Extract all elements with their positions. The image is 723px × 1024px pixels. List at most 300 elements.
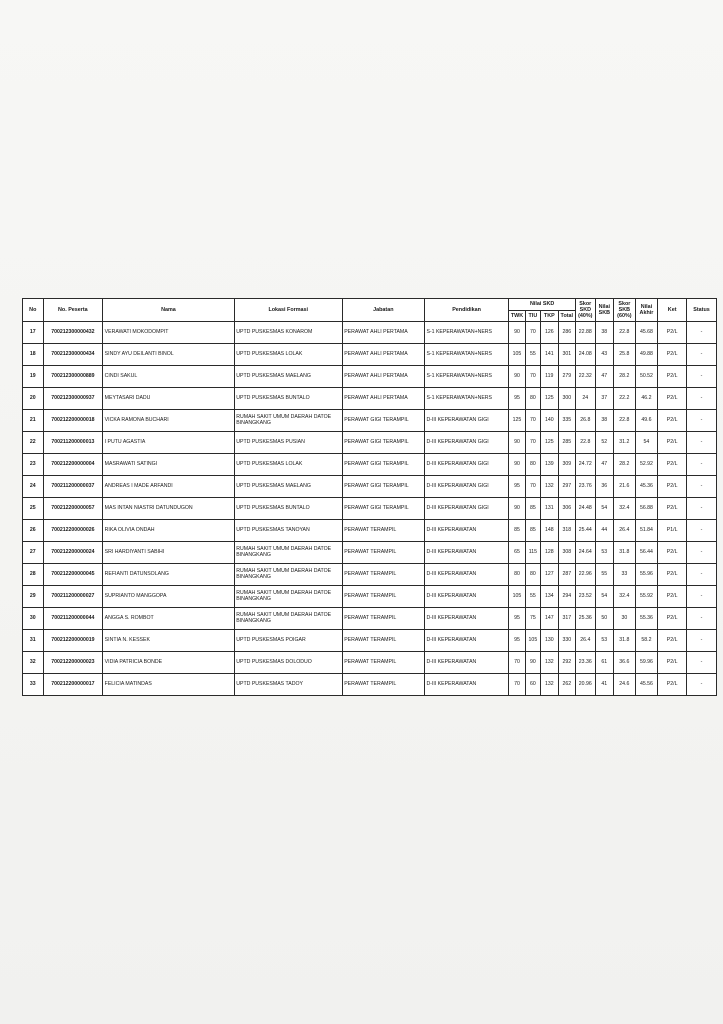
cell-skor-skd: 22.96 [576, 564, 596, 586]
cell-lokasi: RUMAH SAKIT UMUM DAERAH DATOE BINANGKANG [234, 410, 342, 432]
cell-total: 287 [558, 564, 575, 586]
table-row [23, 344, 717, 366]
cell-skor-skb: 30 [614, 608, 636, 630]
cell-no: 26 [23, 520, 44, 542]
cell-jabatan: PERAWAT GIGI TERAMPIL [342, 498, 424, 520]
cell-tkp: 139 [541, 454, 558, 476]
table-row [23, 630, 717, 652]
cell-tiu: 105 [525, 630, 540, 652]
cell-tkp: 125 [541, 432, 558, 454]
cell-lokasi: UPTD PUSKESMAS TADOY [234, 674, 342, 696]
cell-nama: SINDY AYU DEILANTI BINOL [103, 344, 235, 366]
cell-peserta: 700212200000057 [43, 498, 103, 520]
cell-no: 27 [23, 542, 44, 564]
cell-pendidikan: D-III KEPERAWATAN GIGI [424, 410, 508, 432]
cell-ket: P2/L [658, 608, 687, 630]
cell-skor-skd: 26.8 [576, 410, 596, 432]
cell-tkp: 132 [541, 674, 558, 696]
table-row [23, 586, 717, 608]
cell-jabatan: PERAWAT TERAMPIL [342, 674, 424, 696]
cell-status: - [687, 322, 717, 344]
cell-ket: P2/L [658, 410, 687, 432]
cell-nama: MASRAWATI SATINGI [103, 454, 235, 476]
cell-tkp: 131 [541, 498, 558, 520]
cell-no: 25 [23, 498, 44, 520]
cell-twk: 95 [509, 388, 525, 410]
cell-twk: 90 [509, 432, 525, 454]
cell-total: 306 [558, 498, 575, 520]
cell-status: - [687, 344, 717, 366]
cell-ket: P2/L [658, 630, 687, 652]
cell-peserta: 700212200000024 [43, 542, 103, 564]
cell-status: - [687, 630, 717, 652]
cell-nama: MAS INTAN NIASTRI DATUNDUGON [103, 498, 235, 520]
header-skor-skd: Skor SKD (40%) [576, 299, 596, 322]
cell-total: 301 [558, 344, 575, 366]
cell-skor-skb: 22.8 [614, 410, 636, 432]
cell-akhir: 50.52 [635, 366, 658, 388]
cell-status: - [687, 432, 717, 454]
cell-ket: P2/L [658, 586, 687, 608]
cell-skor-skb: 31.8 [614, 630, 636, 652]
cell-status: - [687, 366, 717, 388]
cell-peserta: 700212200000023 [43, 652, 103, 674]
cell-akhir: 49.6 [635, 410, 658, 432]
cell-akhir: 56.44 [635, 542, 658, 564]
table-row [23, 322, 717, 344]
cell-skor-skd: 23.36 [576, 652, 596, 674]
cell-no: 20 [23, 388, 44, 410]
cell-peserta: 700212300000937 [43, 388, 103, 410]
cell-pendidikan: D-III KEPERAWATAN [424, 630, 508, 652]
cell-no: 22 [23, 432, 44, 454]
cell-pendidikan: D-III KEPERAWATAN GIGI [424, 454, 508, 476]
cell-skor-skb: 31.2 [614, 432, 636, 454]
cell-skor-skb: 22.8 [614, 322, 636, 344]
cell-akhir: 45.36 [635, 476, 658, 498]
cell-status: - [687, 410, 717, 432]
cell-akhir: 56.88 [635, 498, 658, 520]
cell-pendidikan: D-III KEPERAWATAN [424, 586, 508, 608]
cell-pendidikan: S-1 KEPERAWATAN+NERS [424, 388, 508, 410]
cell-tkp: 119 [541, 366, 558, 388]
cell-tiu: 115 [525, 542, 540, 564]
cell-tiu: 80 [525, 454, 540, 476]
cell-nama: SRI HARDIYANTI SABIHI [103, 542, 235, 564]
table-row [23, 542, 717, 564]
cell-tiu: 55 [525, 344, 540, 366]
cell-tkp: 128 [541, 542, 558, 564]
header-pendidikan: Pendidikan [424, 299, 508, 322]
cell-total: 262 [558, 674, 575, 696]
cell-status: - [687, 608, 717, 630]
cell-total: 279 [558, 366, 575, 388]
cell-total: 286 [558, 322, 575, 344]
cell-nilai-skb: 44 [595, 520, 614, 542]
table-row [23, 366, 717, 388]
cell-nama: MEYTASARI DADU [103, 388, 235, 410]
cell-ket: P2/L [658, 454, 687, 476]
cell-pendidikan: S-1 KEPERAWATAN+NERS [424, 322, 508, 344]
cell-nama: SUPRIANTO MANGGOPA [103, 586, 235, 608]
header-tkp: TKP [541, 311, 558, 322]
cell-twk: 65 [509, 542, 525, 564]
cell-tiu: 85 [525, 520, 540, 542]
cell-status: - [687, 454, 717, 476]
cell-jabatan: PERAWAT AHLI PERTAMA [342, 366, 424, 388]
cell-akhir: 55.92 [635, 586, 658, 608]
cell-twk: 95 [509, 630, 525, 652]
cell-nilai-skb: 54 [595, 498, 614, 520]
cell-status: - [687, 388, 717, 410]
cell-skor-skb: 28.2 [614, 454, 636, 476]
cell-status: - [687, 476, 717, 498]
cell-status: - [687, 542, 717, 564]
cell-lokasi: UPTD PUSKESMAS MAELANG [234, 366, 342, 388]
cell-tiu: 90 [525, 652, 540, 674]
cell-akhir: 52.92 [635, 454, 658, 476]
cell-no: 21 [23, 410, 44, 432]
cell-nama: RIKA OLIVIA ONDAH [103, 520, 235, 542]
cell-skor-skd: 25.36 [576, 608, 596, 630]
cell-total: 294 [558, 586, 575, 608]
header-no: No [23, 299, 44, 322]
cell-status: - [687, 652, 717, 674]
cell-no: 19 [23, 366, 44, 388]
cell-ket: P2/L [658, 498, 687, 520]
cell-tiu: 70 [525, 366, 540, 388]
cell-ket: P1/L [658, 520, 687, 542]
cell-tkp: 125 [541, 388, 558, 410]
cell-twk: 70 [509, 652, 525, 674]
results-table [22, 298, 717, 696]
table-row [23, 410, 717, 432]
header-nama: Nama [103, 299, 235, 322]
cell-status: - [687, 674, 717, 696]
cell-peserta: 700212300000889 [43, 366, 103, 388]
cell-skor-skb: 22.2 [614, 388, 636, 410]
cell-ket: P2/L [658, 366, 687, 388]
cell-skor-skd: 26.4 [576, 630, 596, 652]
cell-ket: P2/L [658, 388, 687, 410]
cell-peserta: 700212200000019 [43, 630, 103, 652]
cell-nama: VIDIA PATRICIA BONDE [103, 652, 235, 674]
table-row [23, 498, 717, 520]
cell-twk: 90 [509, 366, 525, 388]
table-header [23, 299, 717, 322]
cell-peserta: 700212200000004 [43, 454, 103, 476]
cell-nama: SINTIA N. KESSEK [103, 630, 235, 652]
cell-nilai-skb: 53 [595, 542, 614, 564]
cell-jabatan: PERAWAT TERAMPIL [342, 564, 424, 586]
cell-no: 31 [23, 630, 44, 652]
cell-tiu: 70 [525, 322, 540, 344]
cell-peserta: 700211200000013 [43, 432, 103, 454]
cell-pendidikan: D-III KEPERAWATAN GIGI [424, 476, 508, 498]
cell-jabatan: PERAWAT AHLI PERTAMA [342, 388, 424, 410]
cell-akhir: 59.96 [635, 652, 658, 674]
cell-status: - [687, 564, 717, 586]
cell-ket: P2/L [658, 674, 687, 696]
cell-nilai-skb: 47 [595, 366, 614, 388]
cell-nilai-skb: 36 [595, 476, 614, 498]
cell-nilai-skb: 37 [595, 388, 614, 410]
header-ket: Ket [658, 299, 687, 322]
cell-twk: 90 [509, 498, 525, 520]
cell-peserta: 700212200000026 [43, 520, 103, 542]
cell-twk: 95 [509, 608, 525, 630]
cell-lokasi: UPTD PUSKESMAS LOLAK [234, 344, 342, 366]
cell-tkp: 127 [541, 564, 558, 586]
cell-total: 300 [558, 388, 575, 410]
cell-tiu: 55 [525, 586, 540, 608]
cell-lokasi: UPTD PUSKESMAS MAELANG [234, 476, 342, 498]
cell-lokasi: UPTD PUSKESMAS POIGAR [234, 630, 342, 652]
cell-pendidikan: S-1 KEPERAWATAN+NERS [424, 366, 508, 388]
cell-tkp: 130 [541, 630, 558, 652]
cell-ket: P2/L [658, 432, 687, 454]
cell-skor-skd: 25.44 [576, 520, 596, 542]
cell-skor-skd: 23.52 [576, 586, 596, 608]
cell-nilai-skb: 47 [595, 454, 614, 476]
cell-tkp: 134 [541, 586, 558, 608]
cell-tkp: 132 [541, 476, 558, 498]
cell-nilai-skb: 53 [595, 630, 614, 652]
cell-skor-skb: 31.8 [614, 542, 636, 564]
cell-pendidikan: S-1 KEPERAWATAN+NERS [424, 344, 508, 366]
cell-pendidikan: D-III KEPERAWATAN GIGI [424, 498, 508, 520]
cell-lokasi: UPTD PUSKESMAS DOLODUO [234, 652, 342, 674]
cell-jabatan: PERAWAT TERAMPIL [342, 608, 424, 630]
cell-jabatan: PERAWAT TERAMPIL [342, 652, 424, 674]
cell-jabatan: PERAWAT TERAMPIL [342, 630, 424, 652]
cell-peserta: 700212300000434 [43, 344, 103, 366]
cell-nilai-skb: 38 [595, 410, 614, 432]
header-peserta: No. Peserta [43, 299, 103, 322]
cell-tiu: 60 [525, 674, 540, 696]
table-row [23, 476, 717, 498]
header-skor-skb: Skor SKB (60%) [614, 299, 636, 322]
cell-no: 28 [23, 564, 44, 586]
cell-tiu: 70 [525, 410, 540, 432]
cell-akhir: 55.36 [635, 608, 658, 630]
cell-nama: ANDREAS I MADE ARFANDI [103, 476, 235, 498]
cell-status: - [687, 586, 717, 608]
cell-akhir: 54 [635, 432, 658, 454]
cell-total: 308 [558, 542, 575, 564]
cell-skor-skb: 25.8 [614, 344, 636, 366]
cell-pendidikan: D-III KEPERAWATAN [424, 520, 508, 542]
cell-jabatan: PERAWAT AHLI PERTAMA [342, 344, 424, 366]
header-lokasi: Lokasi Formasi [234, 299, 342, 322]
cell-total: 318 [558, 520, 575, 542]
cell-lokasi: RUMAH SAKIT UMUM DAERAH DATOE BINANGKANG [234, 542, 342, 564]
cell-twk: 95 [509, 476, 525, 498]
header-total: Total [558, 311, 575, 322]
cell-nilai-skb: 61 [595, 652, 614, 674]
cell-skor-skd: 22.8 [576, 432, 596, 454]
cell-total: 285 [558, 432, 575, 454]
cell-lokasi: UPTD PUSKESMAS KONAROM [234, 322, 342, 344]
cell-skor-skd: 24.64 [576, 542, 596, 564]
table-body [23, 322, 717, 696]
cell-no: 32 [23, 652, 44, 674]
table-row [23, 388, 717, 410]
cell-twk: 125 [509, 410, 525, 432]
cell-peserta: 700212300000432 [43, 322, 103, 344]
cell-jabatan: PERAWAT AHLI PERTAMA [342, 322, 424, 344]
cell-peserta: 700211200000037 [43, 476, 103, 498]
cell-ket: P2/L [658, 476, 687, 498]
header-jabatan: Jabatan [342, 299, 424, 322]
cell-skor-skb: 32.4 [614, 586, 636, 608]
cell-jabatan: PERAWAT TERAMPIL [342, 586, 424, 608]
cell-nilai-skb: 41 [595, 674, 614, 696]
table-row [23, 652, 717, 674]
cell-tkp: 132 [541, 652, 558, 674]
cell-nama: VERAWATI MOKODOMPIT [103, 322, 235, 344]
cell-tkp: 147 [541, 608, 558, 630]
cell-tkp: 126 [541, 322, 558, 344]
cell-total: 335 [558, 410, 575, 432]
cell-pendidikan: D-III KEPERAWATAN [424, 542, 508, 564]
cell-pendidikan: D-III KEPERAWATAN [424, 608, 508, 630]
cell-skor-skb: 36.6 [614, 652, 636, 674]
cell-total: 309 [558, 454, 575, 476]
cell-lokasi: RUMAH SAKIT UMUM DAERAH DATOE BINANGKANG [234, 586, 342, 608]
cell-skor-skb: 28.2 [614, 366, 636, 388]
cell-tiu: 70 [525, 432, 540, 454]
cell-tkp: 141 [541, 344, 558, 366]
cell-nama: CINDI SAKUL [103, 366, 235, 388]
header-nilai-skd: Nilai SKD [509, 299, 576, 311]
cell-ket: P2/L [658, 344, 687, 366]
cell-pendidikan: D-III KEPERAWATAN [424, 674, 508, 696]
cell-tiu: 70 [525, 476, 540, 498]
cell-akhir: 49.88 [635, 344, 658, 366]
cell-lokasi: RUMAH SAKIT UMUM DAERAH DATOE BINANGKANG [234, 564, 342, 586]
cell-total: 297 [558, 476, 575, 498]
cell-skor-skd: 24.08 [576, 344, 596, 366]
cell-lokasi: UPTD PUSKESMAS BUNTALO [234, 498, 342, 520]
cell-pendidikan: D-III KEPERAWATAN [424, 564, 508, 586]
cell-peserta: 700212200000018 [43, 410, 103, 432]
cell-no: 18 [23, 344, 44, 366]
cell-nama: REFIANTI DATUNSOLANG [103, 564, 235, 586]
cell-nilai-skb: 52 [595, 432, 614, 454]
cell-skor-skd: 24.48 [576, 498, 596, 520]
cell-skor-skd: 24.72 [576, 454, 596, 476]
cell-skor-skb: 33 [614, 564, 636, 586]
cell-ket: P2/L [658, 652, 687, 674]
table-row [23, 608, 717, 630]
header-twk: TWK [509, 311, 525, 322]
header-tiu: TIU [525, 311, 540, 322]
cell-pendidikan: D-III KEPERAWATAN [424, 652, 508, 674]
cell-skor-skd: 20.96 [576, 674, 596, 696]
cell-tiu: 80 [525, 388, 540, 410]
cell-tiu: 80 [525, 564, 540, 586]
cell-nama: ANGGA S. ROMBOT [103, 608, 235, 630]
cell-skor-skd: 23.76 [576, 476, 596, 498]
cell-jabatan: PERAWAT TERAMPIL [342, 542, 424, 564]
cell-peserta: 700211200000044 [43, 608, 103, 630]
table-row [23, 520, 717, 542]
header-nilai-skb: Nilai SKB [595, 299, 614, 322]
cell-skor-skd: 22.32 [576, 366, 596, 388]
cell-nilai-skb: 38 [595, 322, 614, 344]
cell-jabatan: PERAWAT GIGI TERAMPIL [342, 476, 424, 498]
cell-nilai-skb: 54 [595, 586, 614, 608]
cell-akhir: 45.68 [635, 322, 658, 344]
cell-jabatan: PERAWAT GIGI TERAMPIL [342, 410, 424, 432]
table-row [23, 674, 717, 696]
cell-jabatan: PERAWAT GIGI TERAMPIL [342, 454, 424, 476]
cell-total: 292 [558, 652, 575, 674]
cell-peserta: 700212200000017 [43, 674, 103, 696]
cell-tkp: 140 [541, 410, 558, 432]
cell-peserta: 700211200000027 [43, 586, 103, 608]
cell-skor-skb: 32.4 [614, 498, 636, 520]
cell-nama: FELICIA MATINDAS [103, 674, 235, 696]
cell-akhir: 51.84 [635, 520, 658, 542]
header-status: Status [687, 299, 717, 322]
cell-no: 33 [23, 674, 44, 696]
cell-ket: P2/L [658, 542, 687, 564]
cell-tkp: 148 [541, 520, 558, 542]
table-row [23, 432, 717, 454]
cell-lokasi: UPTD PUSKESMAS BUNTALO [234, 388, 342, 410]
table-row [23, 454, 717, 476]
cell-no: 17 [23, 322, 44, 344]
cell-lokasi: UPTD PUSKESMAS TANOYAN [234, 520, 342, 542]
cell-tiu: 75 [525, 608, 540, 630]
cell-jabatan: PERAWAT GIGI TERAMPIL [342, 432, 424, 454]
cell-akhir: 55.96 [635, 564, 658, 586]
cell-twk: 85 [509, 520, 525, 542]
cell-skor-skb: 26.4 [614, 520, 636, 542]
cell-nilai-skb: 55 [595, 564, 614, 586]
cell-twk: 105 [509, 344, 525, 366]
cell-total: 330 [558, 630, 575, 652]
cell-peserta: 700212200000045 [43, 564, 103, 586]
cell-status: - [687, 520, 717, 542]
cell-no: 29 [23, 586, 44, 608]
cell-twk: 70 [509, 674, 525, 696]
cell-akhir: 46.2 [635, 388, 658, 410]
cell-nilai-skb: 43 [595, 344, 614, 366]
cell-twk: 90 [509, 454, 525, 476]
cell-lokasi: RUMAH SAKIT UMUM DAERAH DATOE BINANGKANG [234, 608, 342, 630]
cell-nama: I PUTU AGASTIA [103, 432, 235, 454]
cell-twk: 90 [509, 322, 525, 344]
cell-skor-skb: 21.6 [614, 476, 636, 498]
cell-skor-skd: 22.88 [576, 322, 596, 344]
cell-lokasi: UPTD PUSKESMAS PUSIAN [234, 432, 342, 454]
table-row [23, 564, 717, 586]
cell-tiu: 85 [525, 498, 540, 520]
cell-ket: P2/L [658, 322, 687, 344]
cell-twk: 80 [509, 564, 525, 586]
cell-total: 317 [558, 608, 575, 630]
cell-skor-skb: 24.6 [614, 674, 636, 696]
cell-no: 24 [23, 476, 44, 498]
cell-status: - [687, 498, 717, 520]
cell-nama: VICKA RAMONA BUCHARI [103, 410, 235, 432]
cell-lokasi: UPTD PUSKESMAS LOLAK [234, 454, 342, 476]
cell-skor-skd: 24 [576, 388, 596, 410]
cell-jabatan: PERAWAT TERAMPIL [342, 520, 424, 542]
